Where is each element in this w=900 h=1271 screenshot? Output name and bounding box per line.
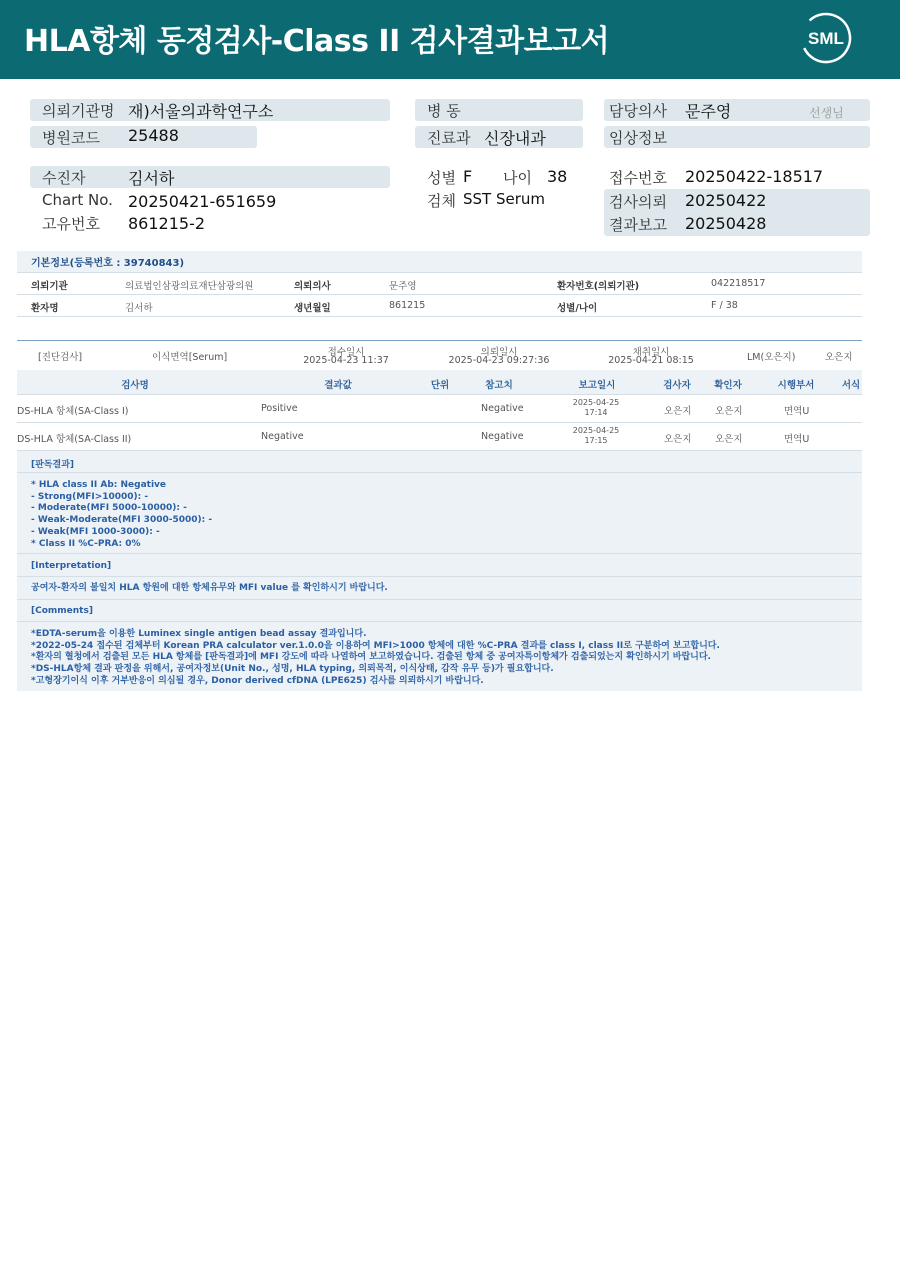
divider [17,272,862,273]
row-result: Positive [261,403,298,414]
reading-line: * Class II %C-PRA: 0% [31,538,141,549]
sex-value: F [463,167,473,186]
reading-line: - Moderate(MFI 5000-10000): - [31,503,187,514]
basic-info-title: 기본정보(등록번호 : 39740843) [17,251,862,272]
basic-k6: 성별/나이 [557,303,598,314]
comment-line: *환자의 혈청에서 검출된 모든 HLA 항체를 [판독결과]에 MFI 강도에 따라 나열하여 보고하였습니다. 검출된 항체 중 공여자특이항체가 검출되었는지 확인하시기 바랍니다. [31,652,711,663]
col-ref: 참고치 [485,380,513,391]
hospital-code-label: 병원코드 [42,129,100,147]
basic-v5: 861215 [389,300,426,311]
uid-label: 고유번호 [42,215,100,233]
patient-label: 수진자 [42,169,86,187]
row-checker: 오은지 [715,434,743,445]
row-name: DS-HLA 항체(SA-Class I) [17,406,129,417]
basic-v4: 김서하 [125,303,153,314]
comment-line: *2022-05-24 접수된 검체부터 Korean PRA calculator ver.1.0.0을 이용하여 MFI>1000 항체에 대한 %C-PRA 결과를 class I, class II로 구분하여 보고합니다. [31,640,720,651]
row-tester: 오은지 [664,434,692,445]
row-tester: 오은지 [664,406,692,417]
divider [17,576,862,577]
col-result: 결과값 [324,380,352,391]
divider [17,394,862,395]
report-title: HLA항체 동정검사-Class II 검사결과보고서 [24,24,610,59]
basic-k4: 환자명 [31,303,59,314]
patient-value: 김서하 [128,169,175,188]
institution-label: 의뢰기관명 [42,102,115,120]
sex-label: 성별 [427,169,456,187]
specimen-label: 검체 [427,192,456,210]
svg-text:SML: SML [808,29,844,48]
reception-label: 접수번호 [609,169,667,187]
col-form: 서식 [841,380,861,391]
uid-value: 861215-2 [128,214,206,233]
basic-v1: 의료법인삼광의료재단삼광의원 [125,281,254,292]
basic-v2: 문주영 [389,281,417,292]
lm-label: LM(오은지) [747,352,796,363]
basic-v3: 042218517 [711,278,766,289]
row-time: 17:14 [584,408,608,417]
request-value: 20250422 [685,191,767,210]
row-dept: 면역U [784,434,810,445]
comments-title: [Comments] [31,606,93,616]
dept-label: 진료과 [427,129,471,147]
col-tester: 검사자 [663,380,691,391]
divider [17,621,862,622]
row-date: 2025-04-25 [572,426,620,435]
institution-value: 재)서울의과학연구소 [128,102,274,121]
request-label: 검사의뢰 [609,193,667,211]
exam-category: [진단검사] [38,352,83,363]
col-dept: 시행부서 [777,380,815,391]
interpretation-text: 공여자-환자의 불일치 HLA 항원에 대한 항체유무와 MFI value 를 확인하시기 바랍니다. [31,583,388,593]
report-header [0,0,900,79]
reading-line: - Strong(MFI>10000): - [31,491,149,502]
col-unit: 단위 [430,380,450,391]
age-label: 나이 [503,169,532,187]
report-date-label: 결과보고 [609,216,667,234]
reading-line: - Weak(MFI 1000-3000): - [31,526,160,537]
col-checker: 확인자 [714,380,742,391]
hospital-code-value: 25488 [128,126,179,145]
reading-title: [판독결과] [31,460,75,470]
col-name: 검사명 [121,380,149,391]
row-date: 2025-04-25 [572,398,620,407]
dept-value: 신장내과 [484,129,546,148]
row-ref: Negative [481,431,524,442]
row-time: 17:15 [584,436,608,445]
divider [17,599,862,600]
specimen-value: SST Serum [463,190,546,208]
divider [17,340,862,341]
collected-label: 채취일시 [632,347,670,358]
reading-line: - Weak-Moderate(MFI 3000-5000): - [31,515,213,526]
basic-v6: F / 38 [711,300,738,311]
ward-label: 병 동 [427,102,461,120]
exam-specimen: 이식면역[Serum] [152,352,228,363]
doctor-label: 담당의사 [609,102,667,120]
divider [17,422,862,423]
chart-label: Chart No. [42,191,113,209]
row-checker: 오은지 [715,406,743,417]
age-value: 38 [547,167,568,186]
col-date: 보고일시 [578,380,616,391]
doctor-suffix: 선생님 [809,106,844,120]
lm-name: 오은지 [825,352,853,363]
interpretation-title: [Interpretation] [31,561,112,571]
divider [17,294,862,295]
received-value: 2025-04-23 11:37 [303,355,389,366]
comment-line: *EDTA-serum을 이용한 Luminex single antigen bead assay 결과입니다. [31,629,367,639]
report-date-value: 20250428 [685,214,767,233]
requested-value: 2025-04-23 09:27:36 [448,355,550,366]
chart-value: 20250421-651659 [128,192,277,211]
row-name: DS-HLA 항체(SA-Class II) [17,434,132,445]
received-label: 접수일시 [327,347,365,358]
reception-value: 20250422-18517 [685,167,824,186]
basic-k3: 환자번호(의뢰기관) [557,281,640,292]
requested-label: 의뢰일시 [480,347,518,358]
sml-logo [800,12,852,64]
divider [17,472,862,473]
comment-line: *DS-HLA항체 결과 판정을 위해서, 공여자정보(Unit No., 성명, HLA typing, 의뢰목적, 이식상태, 감작 유무 등)가 필요합니다. [31,664,554,675]
comment-line: *고형장기이식 이후 거부반응이 의심될 경우, Donor derived cfDNA (LPE625) 검사를 의뢰하시기 바랍니다. [31,675,484,686]
collected-value: 2025-04-21 08:15 [608,355,694,366]
row-result: Negative [261,431,304,442]
row-ref: Negative [481,403,524,414]
doctor-value: 문주영 [685,102,732,121]
divider [17,553,862,554]
reading-line: * HLA class II Ab: Negative [31,480,167,490]
row-dept: 면역U [784,406,810,417]
divider [17,316,862,317]
basic-k1: 의뢰기관 [31,281,68,292]
basic-k5: 생년월일 [294,303,331,314]
clinical-label: 임상정보 [609,129,667,147]
basic-k2: 의뢰의사 [294,281,331,292]
